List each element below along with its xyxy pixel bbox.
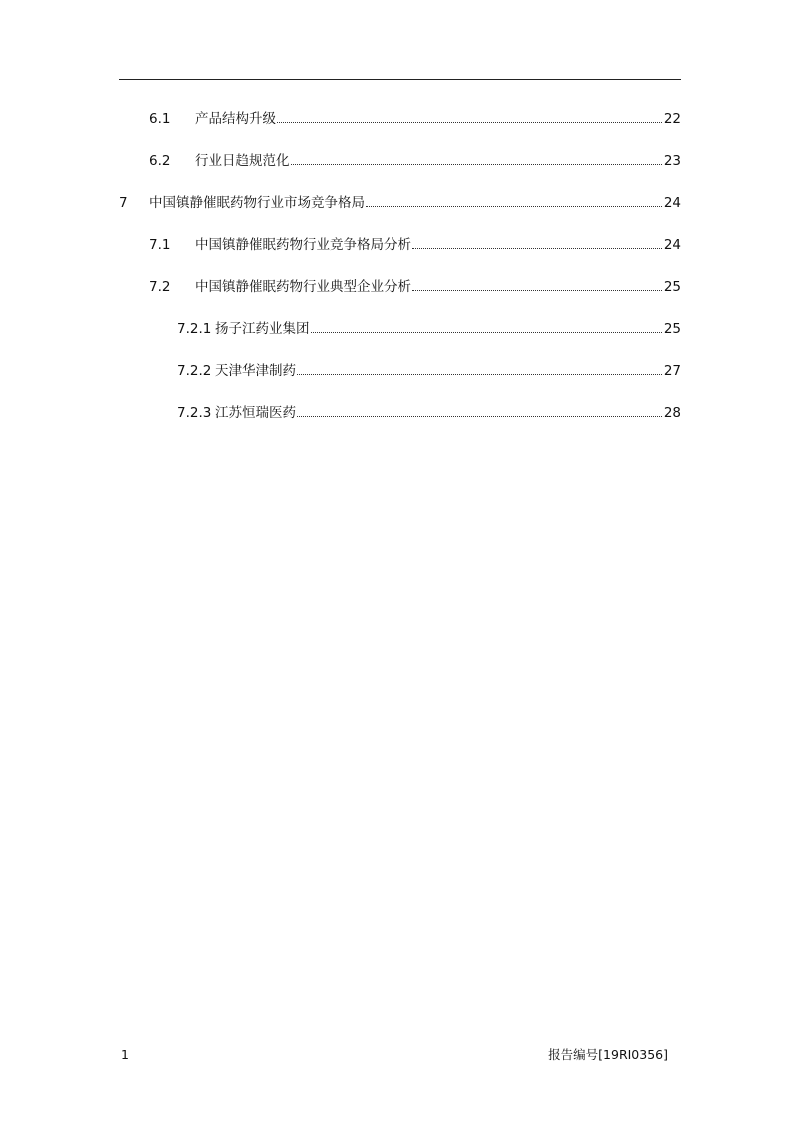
toc-leader-dots: [412, 290, 662, 291]
toc-entry-7-2-3[interactable]: [177, 403, 681, 423]
toc-leader-dots: [412, 248, 662, 249]
toc-page-number: 27: [663, 363, 681, 379]
toc-page-number: 24: [663, 237, 681, 253]
toc-number: 7: [119, 195, 128, 211]
toc-title: 行业日趋规范化: [195, 153, 290, 169]
toc-entry-6-2[interactable]: [149, 151, 681, 171]
toc-page-number: 23: [663, 153, 681, 169]
toc-number: 6.2: [149, 153, 171, 169]
toc-number: 7.2.1: [177, 321, 212, 337]
toc-page-number: 25: [663, 321, 681, 337]
toc-entry-7-2-1[interactable]: [177, 319, 681, 339]
footer-page-number: 1: [121, 1047, 129, 1062]
toc-leader-dots: [291, 164, 662, 165]
toc-page-number: 24: [663, 195, 681, 211]
toc-entry-6-1[interactable]: [149, 109, 681, 129]
toc-leader-dots: [311, 332, 662, 333]
toc-title: 中国镇静催眠药物行业竞争格局分析: [195, 237, 411, 253]
footer-report-id: 报告编号[19RI0356]: [548, 1047, 668, 1062]
toc-number: 7.1: [149, 237, 171, 253]
toc-leader-dots: [277, 122, 662, 123]
toc-title: 中国镇静催眠药物行业典型企业分析: [195, 279, 411, 295]
toc-entry-7-1[interactable]: [149, 235, 681, 255]
toc-entry-7-2-2[interactable]: [177, 361, 681, 381]
toc-title: 扬子江药业集团: [215, 321, 310, 337]
header-rule: [119, 79, 681, 80]
toc-leader-dots: [297, 416, 662, 417]
toc-entry-7-2[interactable]: [149, 277, 681, 297]
toc-entry-7[interactable]: [119, 193, 681, 213]
toc-page-number: 22: [663, 111, 681, 127]
toc-page-number: 25: [663, 279, 681, 295]
toc-title: 产品结构升级: [195, 111, 276, 127]
toc-leader-dots: [366, 206, 662, 207]
toc-number: 7.2.3: [177, 405, 212, 421]
toc-title: 江苏恒瑞医药: [215, 405, 296, 421]
toc-number: 6.1: [149, 111, 171, 127]
toc-page-number: 28: [663, 405, 681, 421]
toc-title: 中国镇静催眠药物行业市场竞争格局: [149, 195, 365, 211]
toc-number: 7.2: [149, 279, 171, 295]
toc-number: 7.2.2: [177, 363, 212, 379]
toc-title: 天津华津制药: [215, 363, 296, 379]
toc-leader-dots: [297, 374, 662, 375]
